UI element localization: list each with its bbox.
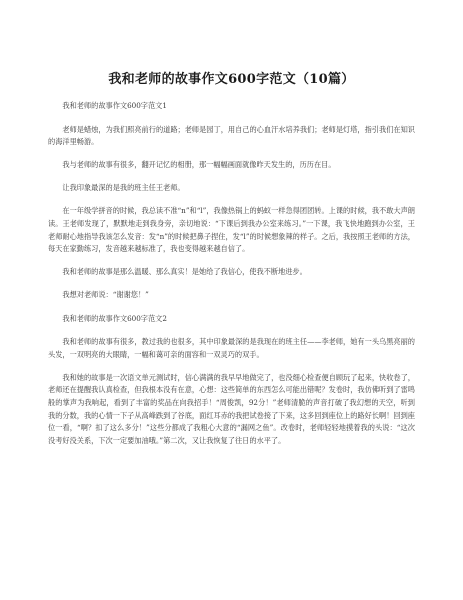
- paragraph: 让我印象最深的是我的班主任王老师。: [62, 183, 185, 193]
- paragraph: 我与老师的故事有很多，翻开记忆的相册，那一幅幅画面就像昨天发生的，历历在目。: [62, 160, 336, 170]
- paragraph: 我和老师的故事是那么温暖、那么真实！是她给了我信心，使我不断地进步。: [62, 267, 307, 277]
- paragraph: 我想对老师说：“谢谢您！”: [62, 290, 149, 300]
- paragraph: 我和她的故事是一次语文单元测试时，信心满满的我早早地做完了，也没细心检查便自顾玩了起来，快收卷了，老师还在提醒我认真检查，但我根本没有在意，心想：这些简单的东西怎么可能出错呢？发卷时，我仿佛听到了雷鸣般的掌声为我响起，看到了丰富的奖品在向我招手！“周俊凯，92分！”老师清脆的声音打破了我幻想的天空，听到我的分数，我的心情一下子从高峰跌到了谷底，面红耳赤的我把试卷接了下来，这多回到座位上的路好长啊！回到座位一看，“啊？扣了这么多分！”这些分都成了我粗心大意的“漏网之鱼”。改卷时，老师轻轻地摸着我的头说：“这次没考好没关系，下次一定要加油哦。”第二次，又让我恢复了往日的水平了。: [48, 372, 415, 445]
- paragraph: 在一年级学拼音的时候，我总读不准“n”和“l”，我像热锅上的蚂蚁一样急得团团转。上课的时候，我不敢大声朗读。王老师发现了，默默地走到我身旁，亲切地说：“下课后到我办公室来练习。”一下课，我飞快地跑到办公室，王老师耐心地指导我该怎么发音：发“n”的时候把鼻子捏住，发“l”的时候想象辣的样子。之后，我按照王老师的方法，每天在家勤练习，发音越来越标准了，我也变得越来越自信了。: [48, 206, 415, 254]
- document-body: [48, 100, 415, 458]
- paragraph: 老师是蜡烛，为我们照亮前行的道路；老师是园丁，用自己的心血汗水培养我们；老师是灯塔，指引我们在知识的海洋里畅游。: [48, 124, 415, 147]
- section-heading-1: 我和老师的故事作文600字范文1: [62, 101, 167, 110]
- document-title: 我和老师的故事作文600字范文（10篇）: [108, 72, 355, 87]
- paragraph: 我和老师的故事有很多，教过我的也很多，其中印象最深的是我现在的班主任——李老师，她有一头乌黑亮丽的头发，一双明亮的大眼睛，一幅和蔼可亲的面容和一双灵巧的双手。: [48, 337, 415, 359]
- section-heading-2: 我和老师的故事作文600字范文2: [62, 313, 167, 323]
